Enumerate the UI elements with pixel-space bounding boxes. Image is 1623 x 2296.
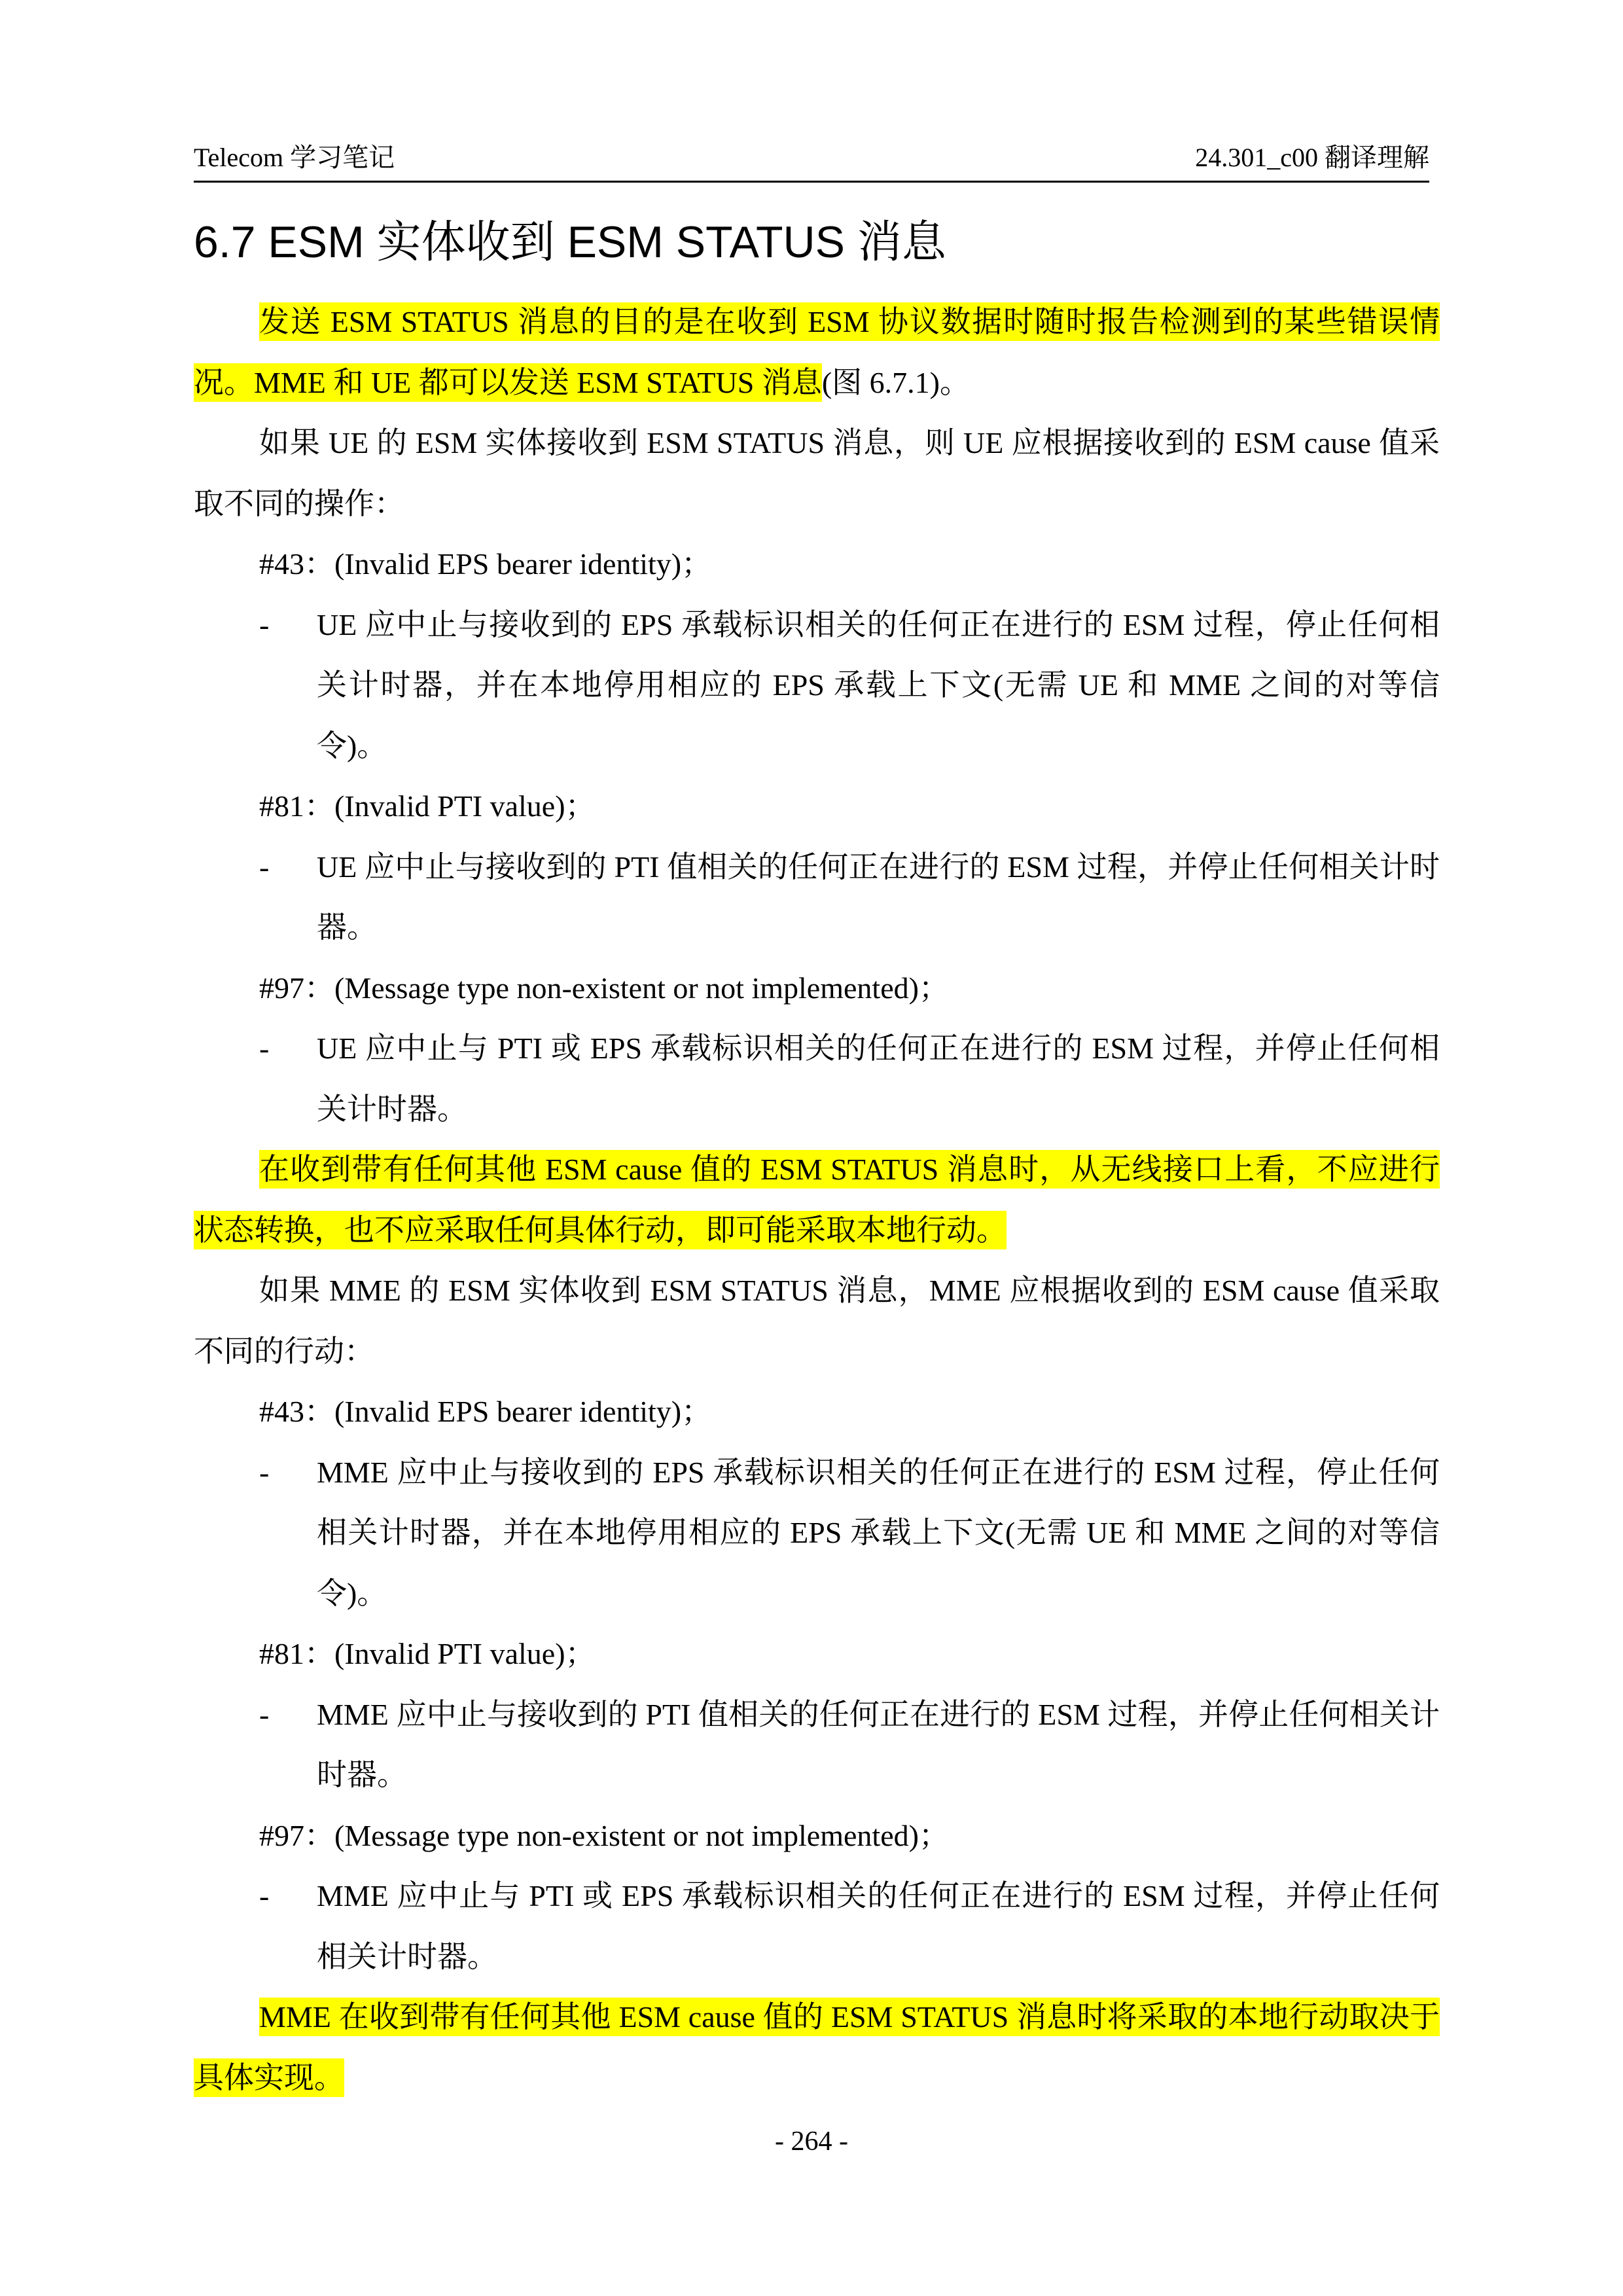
highlighted-text: MME 在收到带有任何其他 ESM cause 值的 ESM STATUS 消息时将采取的本地行动取决于具体实现。: [194, 1998, 1440, 2097]
list-item-text: UE 应中止与接收到的 EPS 承载标识相关的任何正在进行的 ESM 过程，停止任何相关计时器，并在本地停用相应的 EPS 承载上下文(无需 UE 和 MME 之间的对等信令)。: [317, 607, 1440, 762]
list-dash: -: [259, 1697, 270, 1731]
list-dash: -: [259, 1879, 270, 1912]
ue-cause-97: #97：(Message type non-existent or not implemented)；: [259, 971, 949, 1005]
header-left-title: Telecom 学习笔记: [194, 143, 395, 172]
ue-behaviour-paragraph: 如果 UE 的 ESM 实体接收到 ESM STATUS 消息，则 UE 应根据接收到的 ESM cause 值采取不同的操作：: [194, 426, 1440, 520]
list-item-text: MME 应中止与 PTI 或 EPS 承载标识相关的任何正在进行的 ESM 过程，并停止任何相关计时器。: [317, 1879, 1440, 1973]
ue-other-cause-paragraph: [194, 1139, 1440, 1261]
highlighted-text: 在收到带有任何其他 ESM cause 值的 ESM STATUS 消息时，从无线接口上看，不应进行状态转换，也不应采取任何具体行动，即可能采取本地行动。: [194, 1150, 1440, 1249]
mme-cause-43-item: [194, 1443, 1440, 1624]
page-header: [194, 128, 1429, 183]
mme-other-cause-paragraph: [194, 1987, 1440, 2108]
mme-cause-81-item: [194, 1685, 1440, 1806]
intro-paragraph: [194, 292, 1440, 413]
ue-cause-97-item: [194, 1018, 1440, 1139]
figure-reference: (图 6.7.1)。: [821, 365, 970, 399]
list-dash: -: [259, 1031, 270, 1065]
ue-cause-43-item: [194, 595, 1440, 777]
list-item-text: MME 应中止与接收到的 PTI 值相关的任何正在进行的 ESM 过程，并停止任何相关计时器。: [317, 1697, 1440, 1791]
ue-cause-81-item: [194, 837, 1440, 958]
ue-cause-81: #81：(Invalid PTI value)；: [259, 789, 596, 823]
list-item-text: UE 应中止与接收到的 PTI 值相关的任何正在进行的 ESM 过程，并停止任何相关计时器。: [317, 850, 1440, 944]
mme-cause-97: #97：(Message type non-existent or not implemented)；: [259, 1818, 949, 1852]
mme-cause-43: #43：(Invalid EPS bearer identity)；: [259, 1395, 712, 1428]
mme-cause-81: #81：(Invalid PTI value)；: [259, 1637, 596, 1670]
mme-behaviour-paragraph: 如果 MME 的 ESM 实体收到 ESM STATUS 消息，MME 应根据收到的 ESM cause 值采取不同的行动：: [194, 1274, 1440, 1368]
list-dash: -: [259, 1455, 270, 1489]
list-dash: -: [259, 850, 270, 884]
list-dash: -: [259, 607, 270, 641]
list-item-text: UE 应中止与 PTI 或 EPS 承载标识相关的任何正在进行的 ESM 过程，并停止任何相关计时器。: [317, 1031, 1440, 1126]
page-number: - 264 -: [775, 2126, 848, 2157]
section-title: 6.7 ESM 实体收到 ESM STATUS 消息: [194, 217, 946, 267]
highlighted-text: 发送 ESM STATUS 消息的目的是在收到 ESM 协议数据时随时报告检测到的某些错误情况。MME 和 UE 都可以发送 ESM STATUS 消息: [194, 302, 1440, 402]
list-item-text: MME 应中止与接收到的 EPS 承载标识相关的任何正在进行的 ESM 过程，停止任何相关计时器，并在本地停用相应的 EPS 承载上下文(无需 UE 和 MME 之间的对等信令)。: [317, 1455, 1440, 1610]
ue-cause-43: #43：(Invalid EPS bearer identity)；: [259, 547, 712, 581]
page-content: [194, 211, 1440, 2108]
header-right-title: 24.301_c00 翻译理解: [1195, 143, 1429, 172]
mme-cause-97-item: [194, 1866, 1440, 1987]
